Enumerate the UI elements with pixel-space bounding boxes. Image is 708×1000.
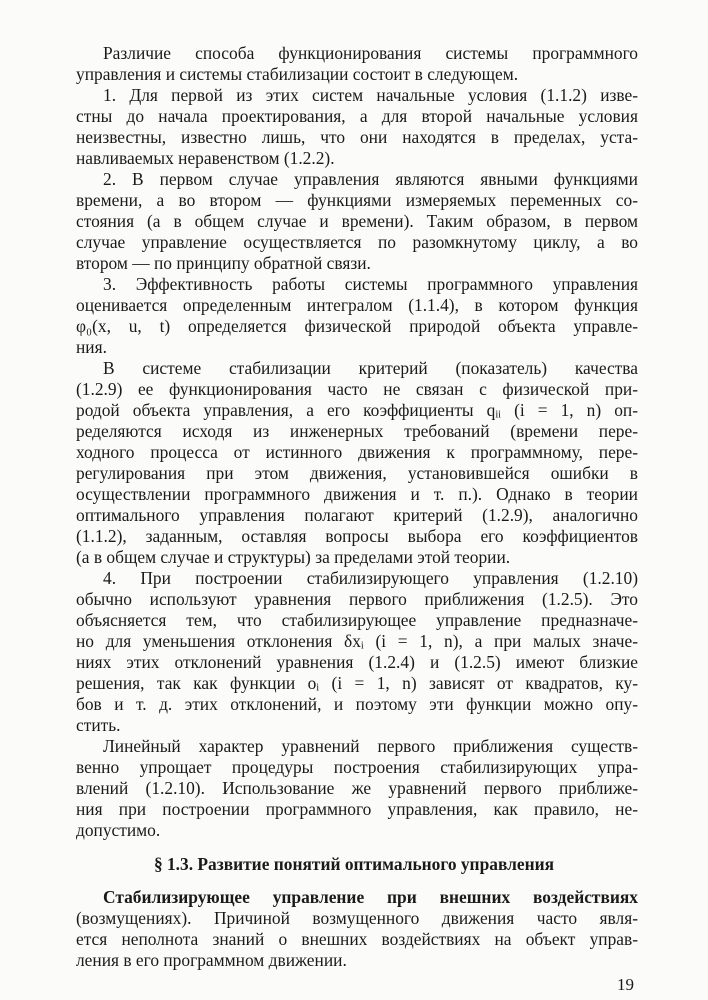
text-line: оптимального управления полагают критерий (1.2.9), аналогично [76, 505, 638, 525]
text-line: 4. При построении стабилизирующего управления (1.2.10) [103, 568, 638, 588]
text-line: оценивается определенным интегралом (1.1.4), в котором функция [76, 295, 638, 315]
text-line: неизвестны, известно лишь, что они находятся в пределах, уста- [76, 127, 638, 147]
text-line: ниях этих отклонений уравнения (1.2.4) и (1.2.5) имеют близкие [76, 652, 638, 672]
text-line: случае управление осуществляется по разомкнутому циклу, а во [76, 232, 638, 252]
text-line: осуществлении программного движения и т. п.). Однако в теории [76, 484, 638, 504]
text-line: ния. [76, 337, 107, 357]
text-line: 2. В первом случае управления являются явными функциями [103, 169, 638, 189]
text-line: решения, так как функции oᵢ (i = 1, n) зависят от квадратов, ку- [76, 673, 638, 693]
text-line: 3. Эффективность работы системы программного управления [103, 274, 638, 294]
text-line: ходного процесса от истинного движения к программному, пере- [76, 442, 638, 462]
text-line: φ₀(x, u, t) определяется физической природой объекта управле- [76, 316, 638, 336]
text-line: втором — по принципу обратной связи. [76, 253, 371, 273]
text-line: (а в общем случае и структуры) за пределами этой теории. [76, 547, 511, 567]
text-line: но для уменьшения отклонения δxᵢ (i = 1, n), а при малых значе- [76, 631, 638, 651]
text-line: стояния (а в общем случае и времени). Таким образом, в первом [76, 211, 638, 231]
text-line: венно упрощает процедуры построения стабилизирующих упра- [76, 757, 638, 777]
text-line: ления в его программном движении. [76, 950, 347, 970]
text-line: В системе стабилизации критерий (показатель) качества [103, 358, 638, 378]
text-line: влений (1.2.10). Использование же уравнений первого приближе- [76, 778, 638, 798]
text-line: Линейный характер уравнений первого приближения существ- [103, 736, 638, 756]
text-line: ределяются исходя из инженерных требований (времени пере- [76, 421, 638, 441]
text-line: бов и т. д. этих отклонений, и поэтому эти функции можно опу- [76, 694, 638, 714]
text-line: навливаемых неравенством (1.2.2). [76, 148, 335, 168]
text-line: стить. [76, 715, 121, 735]
text-line: (возмущениях). Причиной возмущенного движения часто явля- [76, 908, 638, 928]
page-number: 19 [617, 975, 634, 994]
text-line: управления и системы стабилизации состоит в следующем. [76, 64, 519, 84]
text-line: (1.1.2), заданным, оставляя вопросы выбора его коэффициентов [76, 526, 638, 546]
section-heading: § 1.3. Развитие понятий оптимального управления [153, 854, 555, 874]
text-line: Различие способа функционирования системы программного [103, 43, 638, 63]
text-line: регулирования при этом движения, установившейся ошибки в [76, 463, 638, 483]
text-line: 1. Для первой из этих систем начальные условия (1.1.2) изве- [103, 85, 638, 105]
text-line: стны до начала проектирования, а для второй начальные условия [76, 106, 638, 126]
text-line: родой объекта управления, а его коэффициенты qᵢᵢ (i = 1, n) оп- [76, 400, 638, 420]
text-line: времени, а во втором — функциями измеряемых переменных со- [76, 190, 638, 210]
text-line: (1.2.9) ее функционирования часто не связан с физической при- [76, 379, 638, 399]
text-line: ется неполнота знаний о внешних воздействиях на объект управ- [76, 929, 638, 949]
text-line-bold: Стабилизирующее управление при внешних воздействиях [103, 887, 638, 907]
text-line: объясняется тем, что стабилизирующее управление предназначе- [76, 610, 638, 630]
text-line: допустимо. [76, 820, 161, 840]
text-line: ния при построении программного управления, как правило, не- [76, 799, 638, 819]
text-line: обычно используют уравнения первого приближения (1.2.5). Это [76, 589, 638, 609]
